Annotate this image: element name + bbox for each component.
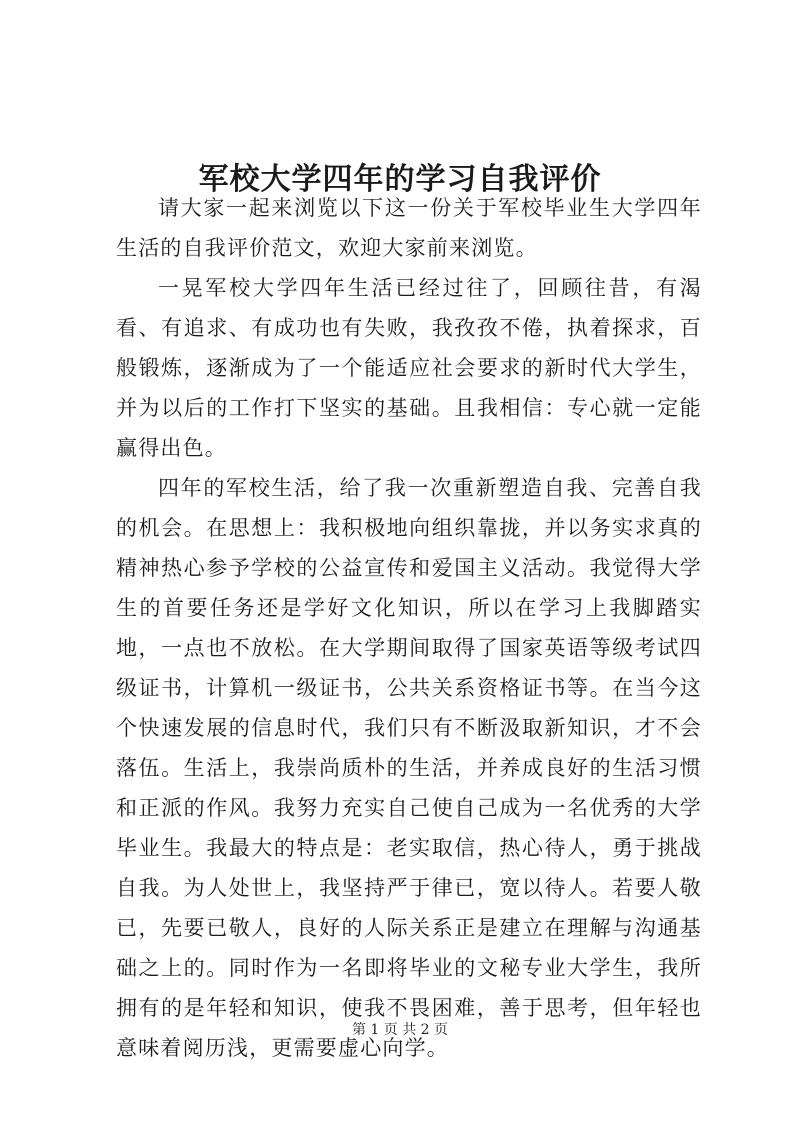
paragraph-intro: 请大家一起来浏览以下这一份关于军校毕业生大学四年生活的自我评价范文，欢迎大家前来浏览。 bbox=[116, 196, 702, 260]
paragraph-details: 四年的军校生活，给了我一次重新塑造自我、完善自我的机会。在思想上：我积极地向组织靠拢，并以务实求真的精神热心参予学校的公益宣传和爱国主义活动。我觉得大学生的首要任务还是学好文化知识，所以在学习上我脚踏实地，一点也不放松。在大学期间取得了国家英语等级考试四级证书，计算机一级证书，公共关系资格证书等。在当今这个快速发展的信息时代，我们只有不断汲取新知识，才不会落伍。生活上，我崇尚质朴的生活，并养成良好的生活习惯和正派的作风。我努力充实自己使自己成为一名优秀的大学毕业生。我最大的特点是：老实取信，热心待人，勇于挑战自我。为人处世上，我坚持严于律已，宽以待人。若要人敬已，先要已敬人，良好的人际关系正是建立在理解与沟通基础之上的。同时作为一名即将毕业的文秘专业大学生，我所拥有的是年轻和知识，使我不畏困难，善于思考，但年轻也意味着阅历浅，更需要虚心向学。 bbox=[116, 476, 702, 1060]
document-title: 军校大学四年的学习自我评价 bbox=[198, 162, 602, 198]
document-body bbox=[116, 188, 702, 1068]
paragraph-review: 一晃军校大学四年生活已经过往了，回顾往昔，有渴看、有追求、有成功也有失败，我孜孜不倦，执着探求，百般锻炼，逐渐成为了一个能适应社会要求的新时代大学生，并为以后的工作打下坚实的基础。且我相信：专心就一定能赢得出色。 bbox=[116, 276, 702, 460]
page-footer: 第 1 页 共 2 页 bbox=[351, 1022, 449, 1038]
